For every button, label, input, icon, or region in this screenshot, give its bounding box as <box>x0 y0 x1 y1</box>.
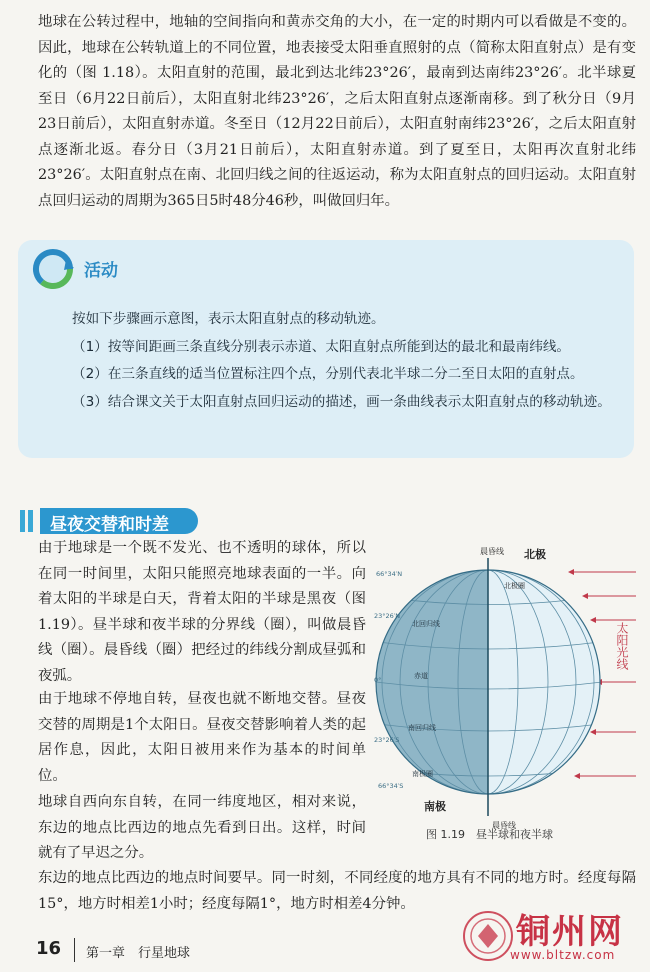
lat-0-label: 0° <box>374 676 382 684</box>
section-title: 昼夜交替和时差 <box>50 515 169 535</box>
sunlight-label: 太阳光线 <box>615 622 629 670</box>
terminator-label-bottom: 晨昏线 <box>492 821 516 830</box>
watermark-url: www.bltzw.com <box>510 948 616 962</box>
north-pole-label: 北极 <box>524 548 546 561</box>
lat-23s-label: 23°26′S <box>374 736 400 744</box>
activity-steps <box>72 306 627 416</box>
figure-caption: 图 1.19 昼半球和夜半球 <box>426 828 553 841</box>
section-header <box>20 508 196 534</box>
tropic-cancer-label: 北回归线 <box>412 620 440 628</box>
antarctic-circle-label: 南极圈 <box>412 770 433 778</box>
earth-day-night-diagram <box>374 532 640 842</box>
lat-66s-label: 66°34′S <box>378 782 404 790</box>
watermark-text: 铜州网 <box>516 912 624 952</box>
terminator-label-top: 晨昏线 <box>480 547 504 556</box>
recycle-icon <box>30 246 76 292</box>
chapter-title: 第一章 行星地球 <box>86 946 191 961</box>
lat-23n-label: 23°26′N <box>374 612 401 620</box>
activity-step-3: （3）结合课文关于太阳直射点回归运动的描述，画一条曲线表示太阳直射点的移动轨迹。 <box>72 393 611 410</box>
footer-divider <box>74 938 75 962</box>
equator-label: 赤道 <box>414 672 428 680</box>
activity-title: 活动 <box>84 261 118 281</box>
column-paragraph-2: 由于地球不停地自转，昼夜也就不断地交替。昼夜交替的周期是1个太阳日。昼夜交替影响着人类的起居作息，因此，太阳日被用来作为基本的时间单位。 <box>38 691 366 784</box>
column-paragraph-1: 由于地球是一个既不发光、也不透明的球体，所以在同一时间里，太阳只能照亮地球表面的一半。向着太阳的半球是白天，背着太阳的半球是黑夜（图1.19）。昼半球和夜半球的分界线（圈），叫做晨昏线（圈）。晨昏线（圈）把经过的纬线分割成昼弧和夜弧。 <box>38 540 366 684</box>
activity-step-1: （1）按等间距画三条直线分别表示赤道、太阳直射点所能到达的最北和最南纬线。 <box>72 338 571 355</box>
lat-66n-label: 66°34′N <box>376 570 403 578</box>
bottom-paragraph: 东边的地点比西边的地点时间要早。同一时刻，不同经度的地方具有不同的地方时。经度每隔15°，地方时相差1小时；经度每隔1°，地方时相差4分钟。 <box>38 870 636 912</box>
tropic-capricorn-label: 南回归线 <box>408 724 436 732</box>
activity-step-2: （2）在三条直线的适当位置标注四个点，分别代表北半球二分二至日太阳的直射点。 <box>72 366 584 382</box>
page-number: 16 <box>36 938 62 959</box>
arctic-circle-label-day: 北极圈 <box>504 582 525 590</box>
column-paragraph-3: 地球自西向东自转，在同一纬度地区，相对来说，东边的地点比西边的地点先看到日出。这样，时间就有了早迟之分。 <box>38 794 366 861</box>
south-pole-label: 南极 <box>424 800 446 813</box>
activity-step-intro: 按如下步骤画示意图，表示太阳直射点的移动轨迹。 <box>72 311 385 327</box>
intro-paragraph: 地球在公转过程中，地轴的空间指向和黄赤交角的大小，在一定的时期内可以看做是不变的。因此，地球在公转轨道上的不同位置，地表接受太阳垂直照射的点（简称太阳直射点）是有变化的（图 1.18）。太阳直射的范围，最北到达北纬23°26′，最南到达南纬23°26′。北半球夏至日（6月22日前后），太阳直射北纬23°26′，之后太阳直射点逐渐南移。到了秋分日（9月23日前后），太阳直射赤道。冬至日（12月22日前后），太阳直射南纬23°26′，之后太阳直射点逐渐北返。春分日（3月21日前后），太阳直射赤道。到了夏至日，太阳再次直射北纬23°26′。太阳直射点在南、北回归线之间的往返运动，称为太阳直射点的回归运动。太阳直射点回归运动的周期为365日5时48分46秒，叫做回归年。 <box>38 14 636 209</box>
